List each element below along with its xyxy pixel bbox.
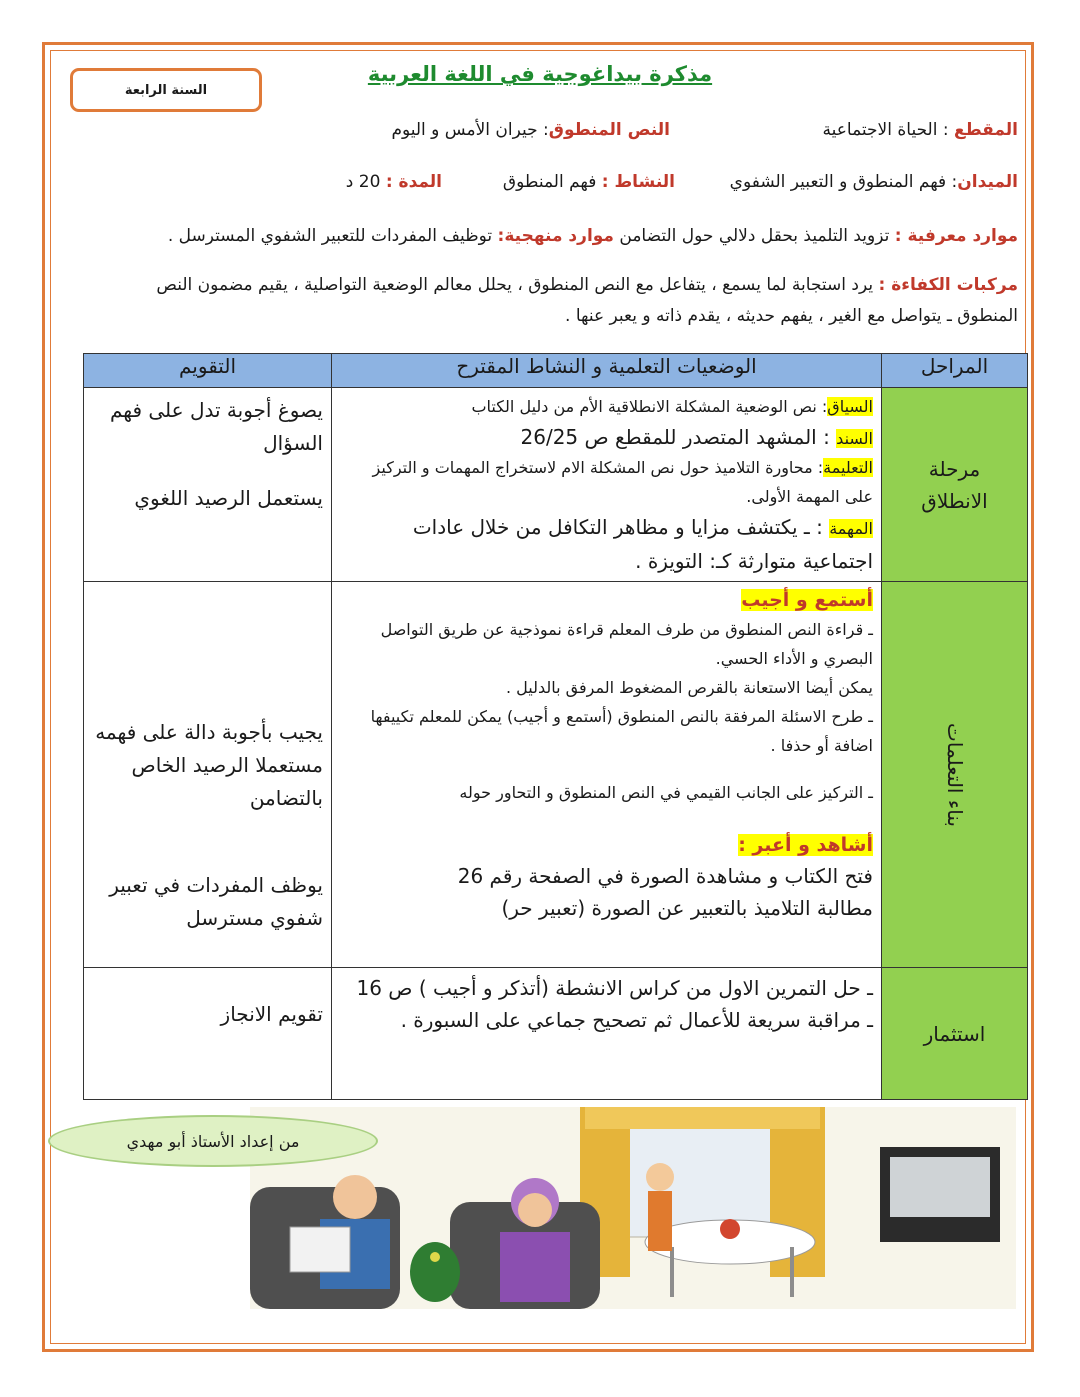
domain-line	[730, 172, 1018, 192]
grade-badge	[70, 68, 262, 112]
segment-line	[823, 120, 1019, 140]
eval-launch-2: يستعمل الرصيد اللغوي	[134, 486, 323, 510]
listen-item: يمكن أيضا الاستعانة بالقرص المضغوط المرفق بالدليل .	[506, 678, 873, 697]
text-line	[391, 120, 670, 140]
duration-label: المدة :	[385, 172, 442, 192]
stage-build	[882, 582, 1028, 968]
context-label: السياق	[827, 397, 873, 416]
method-value: توظيف المفردات للتعبير الشفوي المسترسل .	[167, 226, 498, 246]
header-evaluation: التقويم	[84, 354, 332, 388]
eval-launch-1: يصوغ أجوبة تدل على فهم السؤال	[109, 398, 323, 455]
method-label: موارد منهجية:	[497, 226, 614, 246]
activity-value: فهم المنطوق	[502, 172, 602, 192]
support-value: : المشهد المتصدر للمقطع ص 26/25	[520, 425, 837, 449]
activity-invest	[332, 968, 882, 1100]
listen-item: ـ قراءة النص المنطوق من طرف المعلم قراءة نموذجية عن طريق التواصل البصري و الأداء الحسي.	[380, 620, 873, 668]
header-activities: الوضعيات التعلمية و النشاط المقترح	[332, 354, 882, 388]
activity-launch	[332, 388, 882, 582]
domain-value: : فهم المنطوق و التعبير الشفوي	[729, 172, 958, 192]
resources-label: موارد معرفية :	[894, 226, 1018, 246]
eval-launch	[84, 388, 332, 582]
competence-value: يرد استجابة لما يسمع ، يتفاعل مع النص المنطوق ، يحلل معالم الوضعية التواصلية ، يقيم مضمون النص المنطوق ـ يتواصل مع الغير ، يفهم حديثه ، يقدم ذاته و يعبر عنها .	[156, 275, 1018, 326]
competence-label: مركبات الكفاءة :	[878, 275, 1018, 295]
table-header-row	[84, 354, 1028, 388]
table-row-build	[84, 582, 1028, 968]
lesson-table	[83, 353, 1028, 1100]
eval-build	[84, 582, 332, 968]
duration-value: 20 د	[345, 172, 386, 192]
task-label: المهمة	[829, 519, 873, 538]
watch-item: فتح الكتاب و مشاهدة الصورة في الصفحة رقم 26	[457, 864, 873, 888]
resources-value: تزويد التلميذ بحقل دلالي حول التضامن	[613, 226, 895, 246]
segment-label: المقطع	[953, 120, 1018, 140]
instruction-label: التعليمة	[823, 458, 873, 477]
activity-build	[332, 582, 882, 968]
header-stages: المراحل	[882, 354, 1028, 388]
activity-label: النشاط :	[601, 172, 675, 192]
stage-invest	[882, 968, 1028, 1100]
competence-paragraph	[98, 270, 1018, 332]
text-value: : جيران الأمس و اليوم	[391, 120, 549, 140]
eval-build-1: يجيب بأجوبة دالة على فهمه مستعملا الرصيد الخاص بالتضامن	[95, 720, 323, 810]
context-value: : نص الوضعية المشكلة الانطلاقية الأم من دليل الكتاب	[471, 397, 828, 416]
eval-build-2: يوظف المفردات في تعبير شفوي مسترسل	[109, 873, 323, 930]
domain-label: الميدان	[957, 172, 1018, 192]
stage-invest-label: استثمار	[923, 1021, 986, 1046]
page-title: مذكرة بيداغوجية في اللغة العربية	[367, 62, 713, 86]
invest-item: ـ حل التمرين الاول من كراس الانشطة (أتذكر و أجيب ) ص 16	[356, 976, 873, 1000]
table-row-invest	[84, 968, 1028, 1100]
author-label: من إعداد الأستاذ أبو مهدي	[126, 1131, 300, 1151]
watch-title: أشاهد و أعبر :	[738, 834, 873, 856]
table-row-launch	[84, 388, 1028, 582]
text-label: النص المنطوق	[548, 120, 670, 140]
instruction-value: : محاورة التلاميذ حول نص المشكلة الام لاستخراج المهمات و التركيز على المهمة الأولى.	[372, 458, 873, 506]
activity-line	[503, 172, 675, 192]
listen-title: أستمع و أجيب	[741, 589, 873, 611]
task-value: : ـ يكتشف مزايا و مظاهر التكافل من خلال عادات اجتماعية متوارثة كـ: التويزة .	[412, 515, 873, 573]
eval-invest-label: تقويم الانجاز	[220, 1002, 323, 1026]
segment-value: : الحياة الاجتماعية	[822, 120, 954, 140]
listen-item: ـ التركيز على الجانب القيمي في النص المنطوق و التحاور حوله	[459, 783, 873, 802]
support-label: السند	[836, 429, 873, 448]
stage-build-label: بناء التعلمات	[942, 722, 967, 827]
watch-item: مطالبة التلاميذ بالتعبير عن الصورة (تعبير حر)	[501, 896, 873, 920]
eval-invest	[84, 968, 332, 1100]
resources-line	[98, 221, 1018, 252]
listen-item: ـ طرح الاسئلة المرفقة بالنص المنطوق (أستمع و أجيب) يمكن للمعلم تكييفها اضافة أو حذفا .	[370, 707, 873, 755]
invest-item: ـ مراقبة سريعة للأعمال ثم تصحيح جماعي على السبورة .	[400, 1008, 873, 1032]
duration-line	[346, 172, 442, 192]
grade-label: السنة الرابعة	[124, 82, 208, 98]
stage-launch-label: مرحلة الانطلاق	[921, 456, 988, 513]
author-badge	[48, 1115, 378, 1167]
stage-launch	[882, 388, 1028, 582]
